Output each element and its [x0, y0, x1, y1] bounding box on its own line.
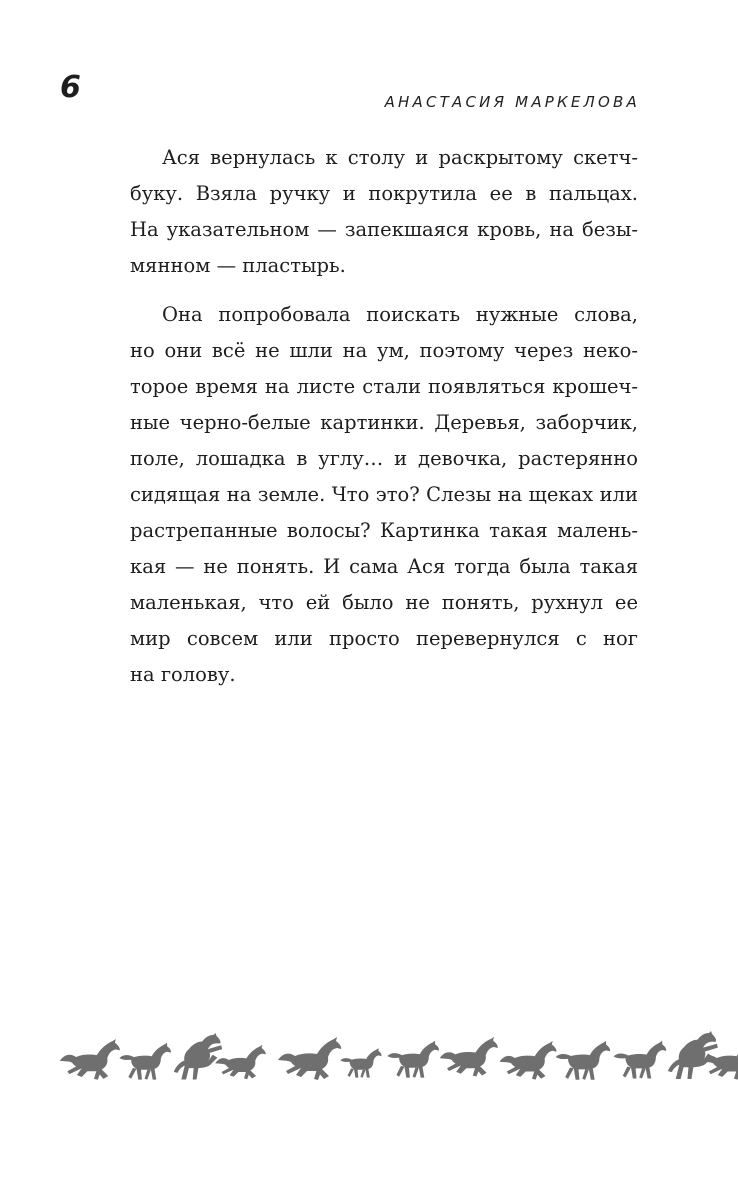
text-line: ные черно-белые картинки. Деревья, заборчик, [130, 411, 638, 434]
text-line: сидящая на земле. Что это? Слезы на щеках или [130, 483, 638, 506]
horse-icon [278, 1037, 341, 1080]
text-line: растрепанные волосы? Картинка такая малень- [130, 519, 638, 542]
text-line: но они всё не шли на ум, поэтому через неко- [130, 339, 638, 362]
text-line: мир совсем или просто перевернулся с ног [130, 627, 638, 650]
paragraph [130, 140, 638, 284]
running-head: АНАСТАСИЯ МАРКЕЛОВА [384, 93, 640, 111]
page-number: 6 [60, 70, 81, 105]
text-line: На указательном — запекшаяся кровь, на безы- [130, 218, 638, 241]
paragraph [130, 297, 638, 693]
text-line: Ася вернулась к столу и раскрытому скетч- [162, 146, 638, 169]
text-line: мянном — пластырь. [130, 254, 346, 277]
text-line: буку. Взяла ручку и покрутила ее в пальцах. [130, 182, 638, 205]
horse-icon [174, 1033, 222, 1080]
horse-icon [614, 1041, 667, 1079]
horse-icon [440, 1037, 498, 1077]
text-line: маленькая, что ей было не понять, рухнул ее [130, 591, 638, 614]
text-line: на голову. [130, 663, 236, 686]
horse-icon [387, 1041, 439, 1078]
horse-icon [60, 1039, 120, 1080]
body-text [130, 140, 638, 706]
horse-icon [500, 1041, 557, 1080]
horse-icon [556, 1041, 610, 1080]
horse-icon [119, 1043, 171, 1080]
horse-icon [340, 1048, 381, 1078]
horse-icon [56, 1028, 738, 1088]
text-line: торое время на листе стали появляться крошеч- [130, 375, 638, 398]
horse-icon [215, 1045, 266, 1079]
text-line: кая — не понять. И сама Ася тогда была такая [130, 555, 638, 578]
text-line: поле, лошадка в углу… и девочка, растерянно [130, 447, 638, 470]
horse-ornament [56, 1028, 738, 1088]
text-line: Она попробовала поискать нужные слова, [162, 303, 638, 326]
